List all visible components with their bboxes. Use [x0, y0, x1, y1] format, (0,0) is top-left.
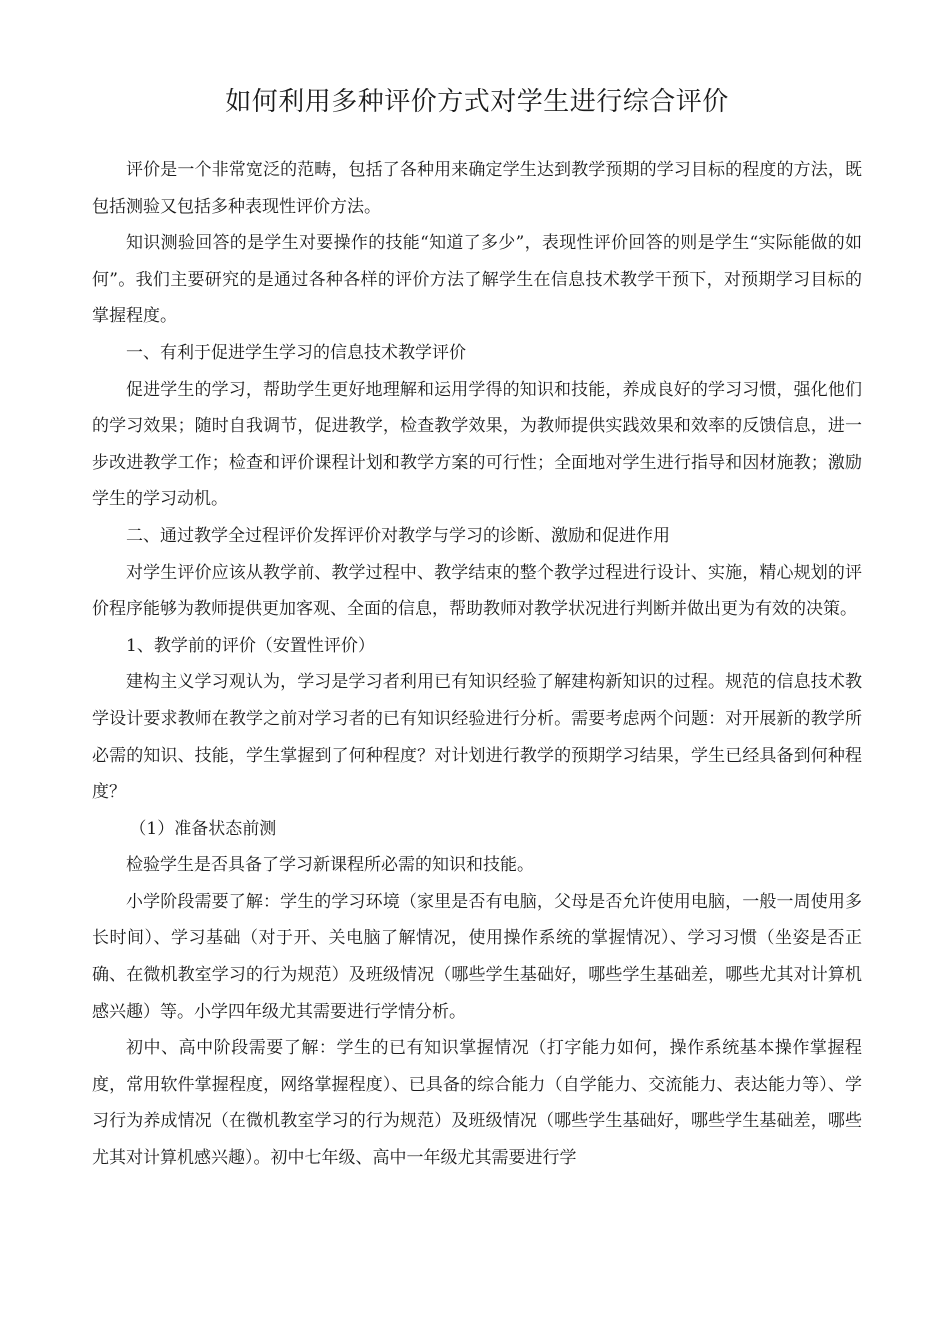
paragraph-secondary-school: 初中、高中阶段需要了解：学生的已有知识掌握情况（打字能力如何，操作系统基本操作掌握程度，常用软件掌握程度，网络掌握程度）、已具备的综合能力（自学能力、交流能力、表达能力等）、学习行为养成情况（在微机教室学习的行为规范）及班级情况（哪些学生基础好，哪些学生基础差，哪些尤其对计算机感兴趣）。初中七年级、高中一年级尤其需要进行学 — [92, 1038, 862, 1169]
paragraph-readiness-test: 检验学生是否具备了学习新课程所必需的知识和技能。 — [126, 855, 534, 876]
section-heading-2: 二、通过教学全过程评价发挥评价对教学与学习的诊断、激励和促进作用 — [126, 525, 670, 546]
subsection-heading-1: 1、教学前的评价（安置性评价） — [126, 635, 375, 656]
paragraph-primary-school: 小学阶段需要了解：学生的学习环境（家里是否有电脑，父母是否允许使用电脑，一般一周使用多长时间）、学习基础（对于开、关电脑了解情况，使用操作系统的掌握情况）、学习习惯（坐姿是否正确、在微机教室学习的行为规范）及班级情况（哪些学生基础好，哪些学生基础差，哪些尤其对计算机感兴趣）等。小学四年级尤其需要进行学情分析。 — [92, 891, 862, 1022]
section-heading-1: 一、有利于促进学生学习的信息技术教学评价 — [126, 342, 466, 363]
document-title: 如何利用多种评价方式对学生进行综合评价 — [225, 87, 729, 117]
subsubsection-heading-1: （1）准备状态前测 — [129, 818, 277, 839]
paragraph-section-1: 促进学生的学习，帮助学生更好地理解和运用学得的知识和技能，养成良好的学习习惯，强化他们的学习效果；随时自我调节，促进教学，检查教学效果，为教师提供实践效果和效率的反馈信息，进一步改进教学工作；检查和评价课程计划和教学方案的可行性；全面地对学生进行指导和因材施教；激励学生的学习动机。 — [92, 379, 862, 510]
paragraph-section-2: 对学生评价应该从教学前、教学过程中、教学结束的整个教学过程进行设计、实施，精心规划的评价程序能够为教师提供更加客观、全面的信息，帮助教师对教学状况进行判断并做出更为有效的决策。 — [92, 562, 862, 620]
paragraph-intro-definition: 评价是一个非常宽泛的范畴，包括了各种用来确定学生达到教学预期的学习目标的程度的方法，既包括测验又包括多种表现性评价方法。 — [92, 160, 862, 217]
paragraph-intro-knowledge-test: 知识测验回答的是学生对要操作的技能“知道了多少”，表现性评价回答的则是学生“实际能做的如何”。我们主要研究的是通过各种各样的评价方法了解学生在信息技术教学干预下，对预期学习目标的掌握程度。 — [92, 233, 862, 327]
paragraph-subsection-1: 建构主义学习观认为，学习是学习者利用已有知识经验了解建构新知识的过程。规范的信息技术教学设计要求教师在教学之前对学习者的已有知识经验进行分析。需要考虑两个问题：对开展新的教学所必需的知识、技能，学生掌握到了何种程度？对计划进行教学的预期学习结果，学生已经具备到何种程度？ — [92, 672, 862, 803]
document-page — [92, 82, 862, 1177]
